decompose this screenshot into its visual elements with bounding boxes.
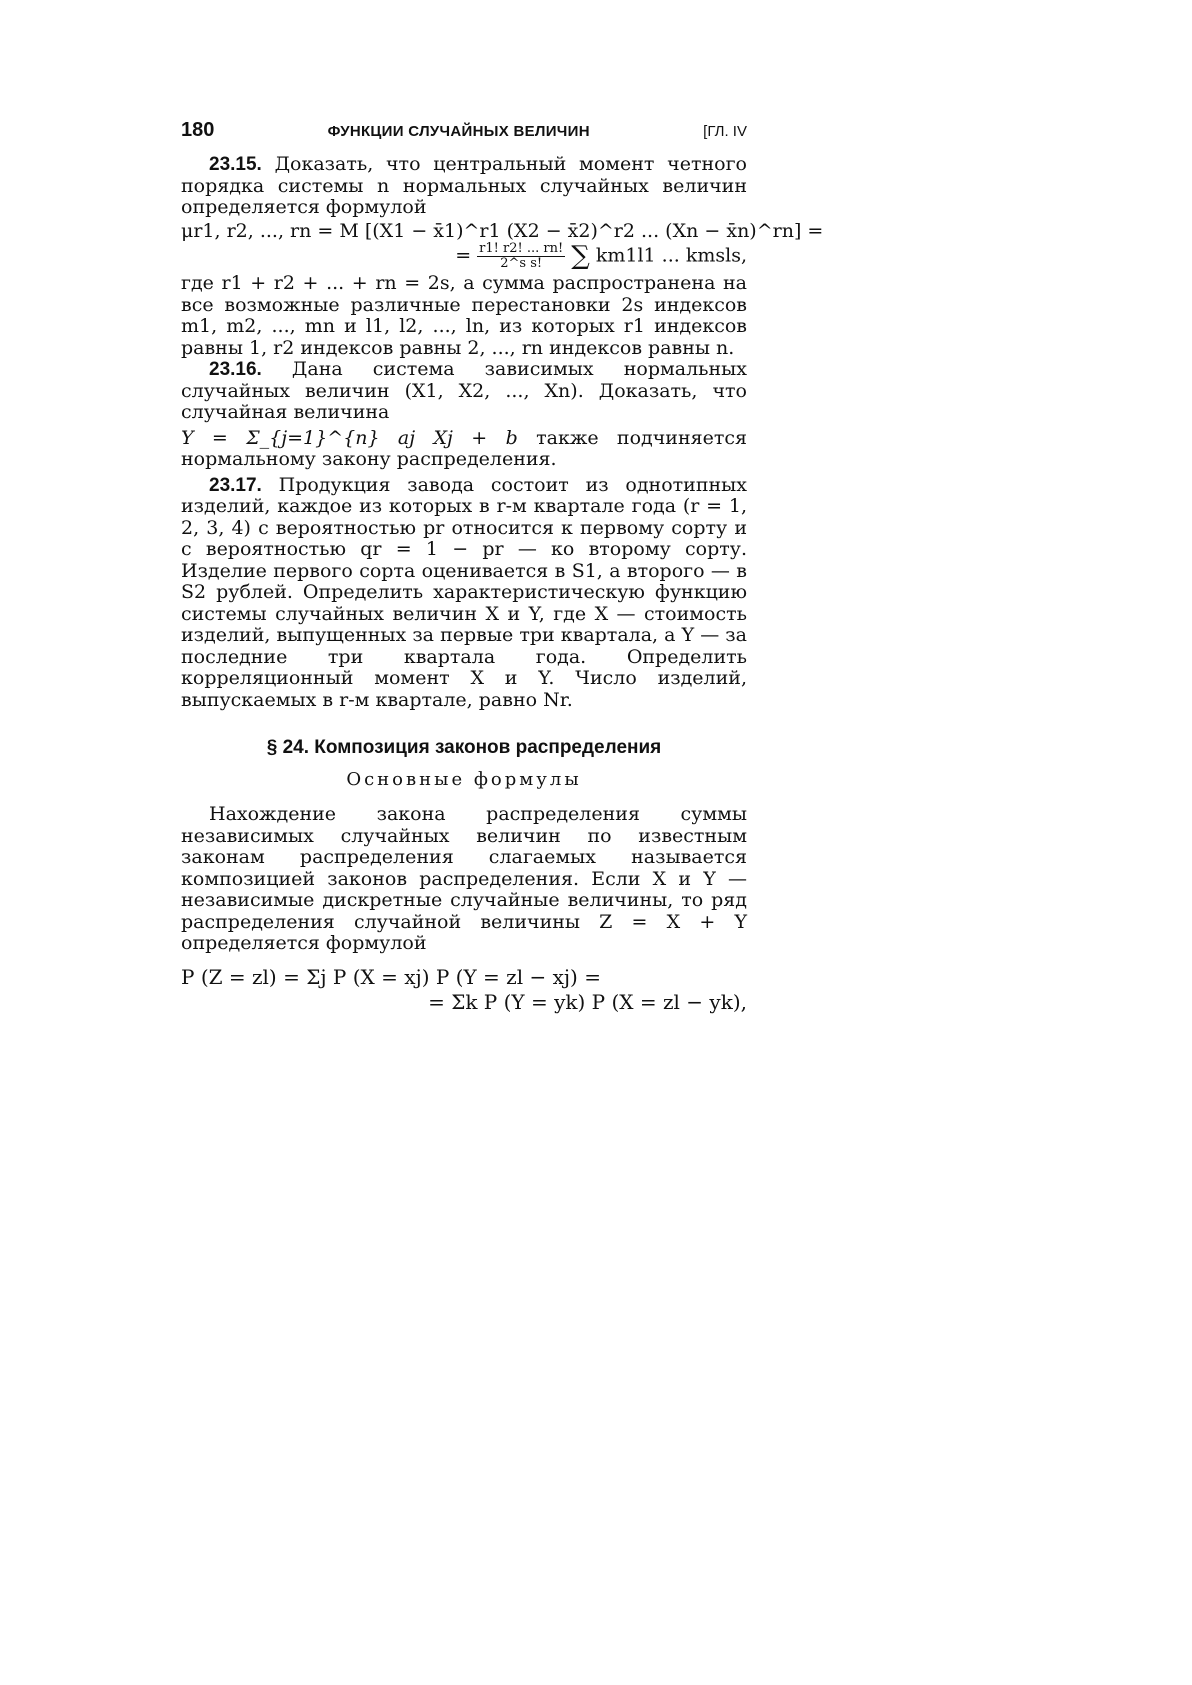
- problem-number: 23.15.: [209, 154, 262, 175]
- section-paragraph: Нахождение закона распределения суммы независимых случайных величин по известным законам распределения слагаемых называется композицией законов распределения. Если X и Y — независимые дискретные случайные величины, то ряд распределения случайной величины Z = X + Y определяется формулой: [181, 803, 747, 954]
- problem-23-17: [181, 475, 747, 712]
- formula-tail: km1l1 ... kmsls,: [595, 244, 747, 267]
- fraction: [477, 242, 565, 271]
- problem-number: 23.16.: [209, 359, 262, 380]
- chapter-label: [ГЛ. IV: [703, 123, 747, 140]
- composition-formula: [181, 964, 747, 1014]
- fraction-numerator: r1! r2! ... rn!: [479, 241, 564, 256]
- section-title: § 24. Композиция законов распределения: [266, 737, 662, 758]
- composition-formula-line2: = Σk P (Y = yk) P (X = zl − yk),: [428, 990, 747, 1014]
- page-body: [181, 119, 824, 1014]
- moment-formula-lhs: μr1, r2, ..., rn = M [(X1 − x̄1)^r1 (X2 − x̄2)^r2 ... (Xn − x̄n)^rn] =: [181, 219, 824, 242]
- subsection-title: Основные формулы: [346, 768, 582, 790]
- moment-formula: [181, 219, 824, 272]
- problem-23-15-intro: [181, 154, 747, 219]
- problem-text: также подчиняется нормальному закону распределения.: [181, 426, 747, 470]
- problem-23-15-text: где r1 + r2 + ... + rn = 2s, а сумма распространена на все возможные различные перестановки 2s индексов m1, m2, ..., mn и l1, l2, ..., ln, из которых r1 индексов равны 1, r2 индексов равны 2, ..., rn индексов равны n.: [181, 272, 747, 359]
- sum-sign: ∑: [571, 240, 590, 271]
- problem-text: Доказать, что центральный момент четного порядка системы n нормальных случайных величин определяется формулой: [181, 153, 747, 218]
- problem-23-16-formula-line: [181, 428, 747, 471]
- moment-formula-rhs: = $\frac{r1! r2! ... rn!}{\text{2\textasciicircum{}s s!}}$ ∑ km1l1 ... kmsls,: [455, 240, 747, 271]
- running-title: ФУНКЦИИ СЛУЧАЙНЫХ ВЕЛИЧИН: [327, 123, 590, 140]
- composition-formula-line1: P (Z = zl) = Σj P (X = xj) P (Y = zl − xj) =: [181, 964, 601, 989]
- problem-23-16-text1: [181, 359, 747, 424]
- problem-text: Продукция завода состоит из однотипных изделий, каждое из которых в r-м квартале года (r = 1, 2, 3, 4) с вероятностью pr относится к первому сорту и с вероятностью qr = 1 − pr — ко второму сорту. Изделие первого сорта оценивается в S1, а второго — в S2 рублей. Определить характеристическую функцию системы случайных величин X и Y, где X — стоимость изделий, выпущенных за первые три квартала, а Y — за последние три квартала года. Определить корреляционный момент X и Y. Число изделий, выпускаемых в r-м квартале, равно Nr.: [181, 473, 747, 711]
- linear-combination-formula: Y = Σ_{j=1}^{n} aj Xj + b: [181, 426, 518, 449]
- problem-text: Дана система зависимых нормальных случайных величин (X1, X2, ..., Xn). Доказать, что случайная величина: [181, 358, 748, 423]
- problem-number: 23.17.: [209, 474, 262, 496]
- page-number: 180: [181, 119, 215, 141]
- fraction-denominator: 2^s s!: [500, 256, 543, 271]
- running-head: [181, 120, 747, 154]
